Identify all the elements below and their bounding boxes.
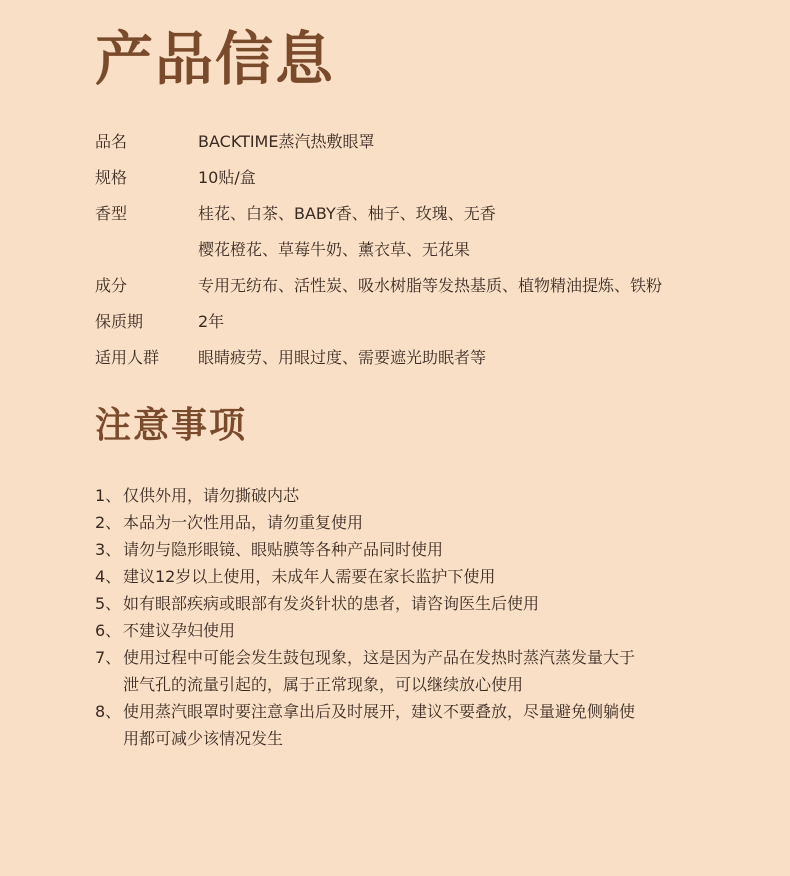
notice-text [123, 617, 235, 644]
notice-item [95, 563, 735, 590]
notice-text [123, 536, 443, 563]
product-info-title: 产品信息 [95, 25, 336, 93]
notice-line: 仅供外用，请勿撕破内芯 [123, 486, 300, 505]
info-row-ingredients [95, 268, 662, 304]
notice-item [95, 590, 735, 617]
notice-line: 请勿与隐形眼镜、眼贴膜等各种产品同时使用 [123, 540, 444, 559]
info-value: BACKTIME蒸汽热敷眼罩 [198, 132, 375, 151]
notice-number: 2、 [95, 513, 122, 532]
notice-item [95, 644, 735, 698]
notice-number: 1、 [95, 486, 122, 505]
info-label [95, 232, 198, 268]
notice-title: 注意事项 [95, 405, 248, 446]
info-label: 保质期 [95, 312, 144, 331]
info-label: 成分 [95, 276, 128, 295]
notice-line: 如有眼部疾病或眼部有发炎针状的患者，请咨询医生后使用 [123, 594, 540, 613]
notice-item [95, 509, 735, 536]
notice-number: 6、 [95, 621, 122, 640]
info-row-spec [95, 160, 662, 196]
notice-item [95, 698, 735, 752]
notice-number: 7、 [95, 648, 122, 667]
notice-item [95, 617, 735, 644]
info-value: 10贴/盒 [198, 168, 256, 187]
info-row-scent-continued [95, 232, 662, 268]
notice-number: 4、 [95, 567, 122, 586]
notice-text [123, 644, 635, 698]
info-row-scent [95, 196, 662, 232]
notice-list [95, 482, 735, 752]
product-info-table [95, 124, 662, 376]
info-label: 品名 [95, 132, 128, 151]
notice-text [123, 698, 635, 752]
notice-number: 5、 [95, 594, 122, 613]
notice-number: 3、 [95, 540, 122, 559]
notice-line: 泄气孔的流量引起的，属于正常现象，可以继续放心使用 [123, 675, 524, 694]
notice-number: 8、 [95, 702, 122, 721]
info-label: 适用人群 [95, 348, 160, 367]
notice-text [123, 563, 495, 590]
notice-line: 本品为一次性用品，请勿重复使用 [123, 513, 364, 532]
info-value: 专用无纺布、活性炭、吸水树脂等发热基质、植物精油提炼、铁粉 [198, 276, 663, 295]
info-value: 眼睛疲劳、用眼过度、需要遮光助眠者等 [198, 348, 487, 367]
notice-line: 使用蒸汽眼罩时要注意拿出后及时展开，建议不要叠放，尽量避免侧躺使 [123, 702, 636, 721]
notice-line: 不建议孕妇使用 [123, 621, 236, 640]
info-row-shelf-life [95, 304, 662, 340]
notice-text [123, 509, 363, 536]
info-value: 2年 [198, 312, 225, 331]
info-row-target-users [95, 340, 662, 376]
info-label: 规格 [95, 168, 128, 187]
notice-line: 用都可减少该情况发生 [123, 729, 284, 748]
info-value: 樱花橙花、草莓牛奶、薰衣草、无花果 [198, 240, 471, 259]
notice-line: 使用过程中可能会发生鼓包现象，这是因为产品在发热时蒸汽蒸发量大于 [123, 648, 636, 667]
notice-item [95, 536, 735, 563]
notice-text [123, 590, 539, 617]
notice-line: 建议12岁以上使用，未成年人需要在家长监护下使用 [123, 567, 496, 586]
info-row-name [95, 124, 662, 160]
info-value: 桂花、白茶、BABY香、柚子、玫瑰、无香 [198, 204, 496, 223]
notice-text [123, 482, 299, 509]
info-label: 香型 [95, 204, 128, 223]
notice-item [95, 482, 735, 509]
